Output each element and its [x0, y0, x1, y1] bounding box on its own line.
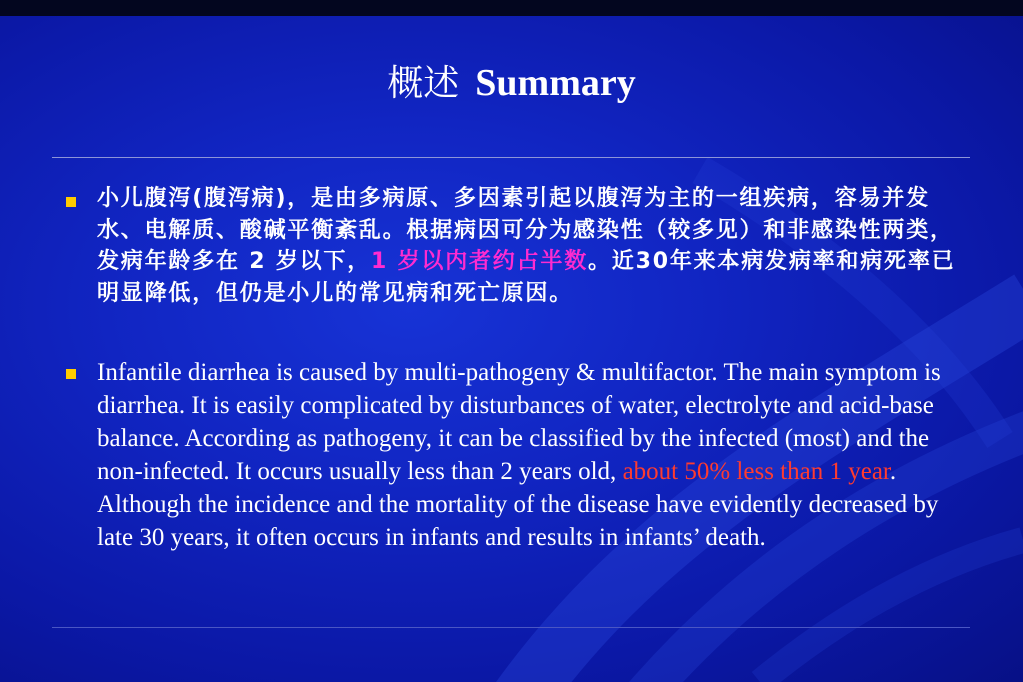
text-segment: 小儿腹泻(腹泻病)，是由多病原、多因素引起以腹泻为主的一组疾病，容易并发水、电解质、酸碱平衡紊乱。根据病因可分为感染性（较多见）和非感染性两类，发病年龄多在 2 岁以下，: [97, 186, 954, 274]
text-segment: . Although the incidence and the mortality of the disease have evidently decreased by late 30 years, it often occurs in infants and results in infants’ death.: [97, 458, 939, 551]
bottom-divider: [52, 627, 970, 628]
title-chinese: 概述: [387, 63, 460, 104]
bullet-square-icon: [66, 197, 76, 207]
title-english: Summary: [475, 62, 636, 104]
bullet-english-paragraph: [97, 356, 967, 554]
title-divider: [52, 157, 970, 158]
bullet-square-icon: [66, 369, 76, 379]
highlighted-text: 1 岁以内者约占半数: [371, 249, 588, 274]
bullet-chinese-paragraph: [97, 183, 957, 309]
text-segment: Infantile diarrhea is caused by multi-pathogeny & multifactor. The main symptom is diarrhea. It is easily complicated by disturbances of water, electrolyte and acid-base balance. According as pathogeny, it can be classified by the infected (most) and the non-infected. It occurs usually less than 2 years old,: [97, 359, 941, 485]
slide-title: [0, 56, 1023, 110]
text-segment: 。近30年来本病发病率和病死率已明显降低，但仍是小儿的常见病和死亡原因。: [97, 249, 956, 306]
highlighted-text: about 50% less than 1 year: [622, 458, 890, 485]
